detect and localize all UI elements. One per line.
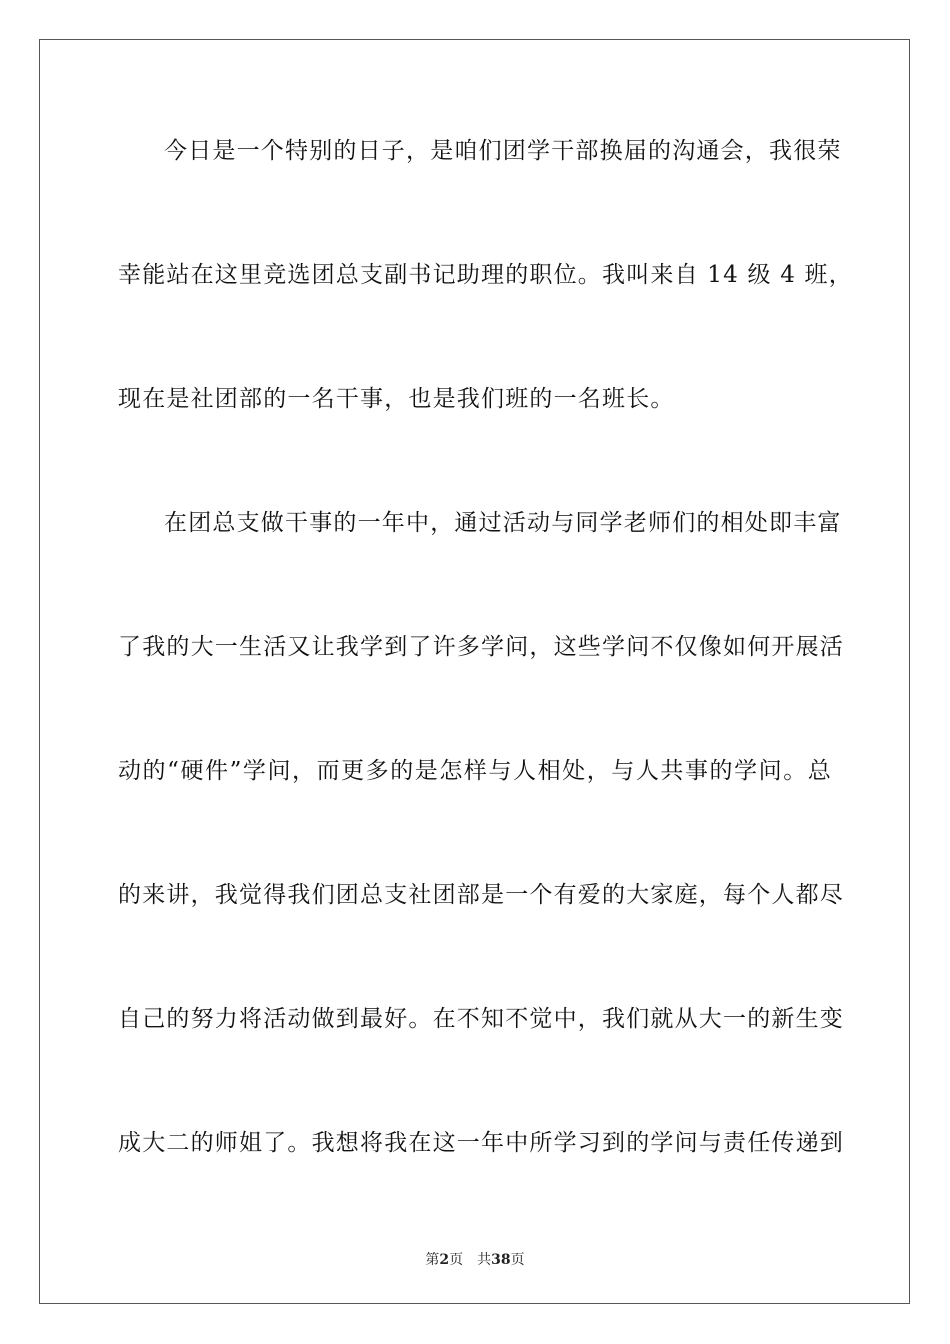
page-footer	[0, 1249, 950, 1269]
footer-page-suffix: 页	[449, 1252, 464, 1268]
footer-total-suffix: 页	[510, 1252, 525, 1268]
paragraph-2-line-6: 成大二的师姐了。我想将我在这一年中所学习到的学问与责任传递到	[118, 1130, 844, 1156]
footer-page-number: 2	[439, 1252, 450, 1268]
footer-total-prefix: 共	[477, 1252, 492, 1268]
footer-total-pages: 38	[491, 1252, 511, 1268]
paragraph-2-line-5: 自己的努力将活动做到最好。在不知不觉中，我们就从大一的新生变	[118, 1006, 844, 1032]
paragraph-2-line-4: 的来讲，我觉得我们团总支社团部是一个有爱的大家庭，每个人都尽	[118, 882, 844, 908]
paragraph-2-line-2: 了我的大一生活又让我学到了许多学问，这些学问不仅像如何开展活	[118, 634, 844, 660]
paragraph-1-line-1: 今日是一个特别的日子，是咱们团学干部换届的沟通会，我很荣	[164, 138, 842, 164]
paragraph-1-line-3: 现在是社团部的一名干事，也是我们班的一名班长。	[118, 386, 675, 412]
paragraph-1-line-2: 幸能站在这里竞选团总支副书记助理的职位。我叫来自 14 级 4 班，	[118, 262, 853, 288]
paragraph-2-line-3: 动的“硬件”学问，而更多的是怎样与人相处，与人共事的学问。总	[118, 758, 832, 784]
paragraph-2-line-1: 在团总支做干事的一年中，通过活动与同学老师们的相处即丰富	[164, 510, 842, 536]
document-body	[118, 129, 853, 1245]
footer-page-prefix: 第	[425, 1252, 440, 1268]
